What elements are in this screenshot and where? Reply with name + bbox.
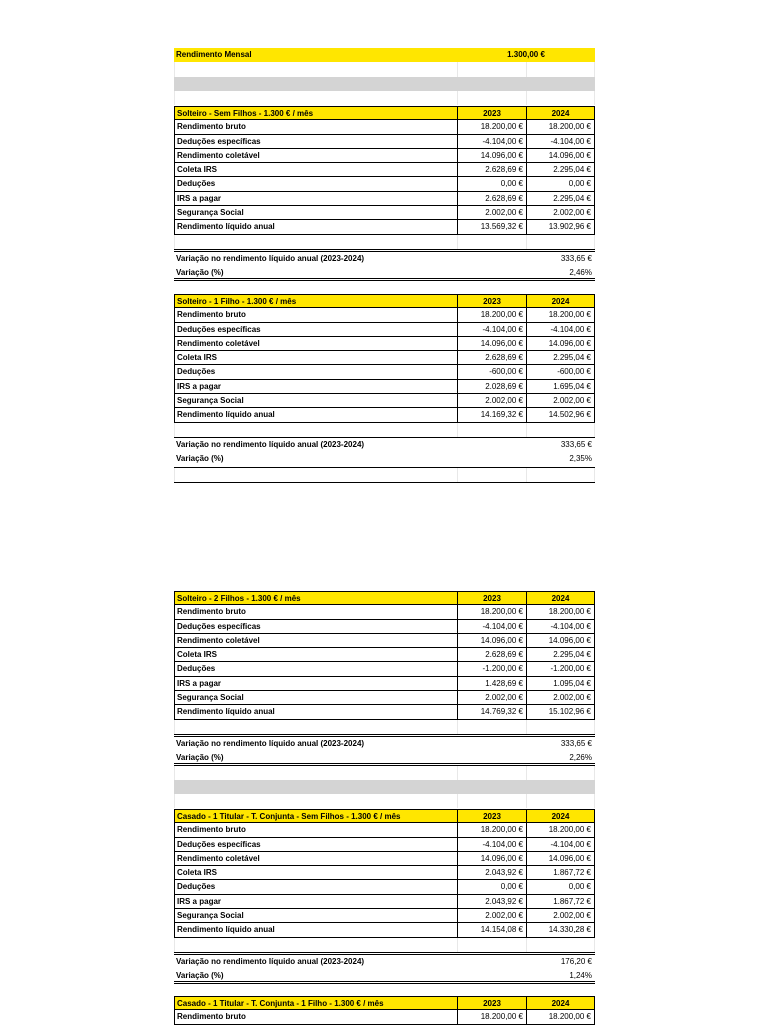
table-title: Casado - 1 Titular - T. Conjunta - Sem Filhos - 1.300 € / mês <box>174 809 457 823</box>
table-header <box>174 996 595 1010</box>
table-row <box>174 880 595 894</box>
table-row <box>174 408 595 422</box>
table-row <box>174 149 595 163</box>
value-2023: 2.628,69 € <box>457 648 526 662</box>
value-2023: 14.154,08 € <box>457 923 526 937</box>
table-row <box>174 866 595 880</box>
table-row <box>174 323 595 337</box>
variation-abs-label: Variação no rendimento líquido anual (2023-2024) <box>176 956 365 966</box>
table-row <box>174 163 595 177</box>
value-2023: 2.628,69 € <box>457 163 526 177</box>
value-2024: 1.695,04 € <box>526 380 595 394</box>
variation-abs-row <box>174 252 595 266</box>
row-label: Coleta IRS <box>174 866 457 880</box>
value-2023: 14.096,00 € <box>457 149 526 163</box>
year-2024-header: 2024 <box>526 106 595 120</box>
table-row <box>174 192 595 206</box>
variation-pct-row <box>174 751 595 765</box>
table-header <box>174 294 595 308</box>
value-2024: 2.002,00 € <box>526 206 595 220</box>
value-2023: 0,00 € <box>457 177 526 191</box>
value-2023: 18.200,00 € <box>457 1010 526 1024</box>
row-label: Segurança Social <box>174 394 457 408</box>
year-2023-header: 2023 <box>457 809 526 823</box>
variation-pct-label: Variação (%) <box>176 454 224 464</box>
value-2024: 2.002,00 € <box>526 394 595 408</box>
table-title: Casado - 1 Titular - T. Conjunta - 1 Filho - 1.300 € / mês <box>174 996 457 1010</box>
variation-abs-row <box>174 438 595 452</box>
row-label: Rendimento coletável <box>174 337 457 351</box>
row-label: Deduções <box>174 662 457 676</box>
table-header <box>174 591 595 605</box>
table-row <box>174 177 595 191</box>
variation-abs-row <box>174 737 595 751</box>
table-row <box>174 380 595 394</box>
value-2024: 2.295,04 € <box>526 648 595 662</box>
table-solteiro-sem-filhos <box>174 106 595 281</box>
table-row <box>174 351 595 365</box>
value-2024: -4.104,00 € <box>526 620 595 634</box>
value-2023: 14.096,00 € <box>457 634 526 648</box>
row-label: Rendimento bruto <box>174 120 457 134</box>
value-2023: 13.569,32 € <box>457 220 526 234</box>
table-row <box>174 677 595 691</box>
variation-abs-row <box>174 955 595 969</box>
row-label: Rendimento coletável <box>174 852 457 866</box>
value-2023: 18.200,00 € <box>457 308 526 322</box>
row-label: Rendimento líquido anual <box>174 408 457 422</box>
variation-pct-row <box>174 266 595 280</box>
value-2024: 18.200,00 € <box>526 605 595 619</box>
variation-abs-label: Variação no rendimento líquido anual (2023-2024) <box>176 738 365 748</box>
variation-pct-label: Variação (%) <box>176 268 224 278</box>
row-label: Deduções específicas <box>174 620 457 634</box>
table-row <box>174 648 595 662</box>
row-label: Rendimento líquido anual <box>174 220 457 234</box>
value-2023: 2.628,69 € <box>457 192 526 206</box>
row-label: IRS a pagar <box>174 192 457 206</box>
year-2023-header: 2023 <box>457 106 526 120</box>
value-2023: 18.200,00 € <box>457 605 526 619</box>
value-2023: 0,00 € <box>457 880 526 894</box>
row-label: IRS a pagar <box>174 677 457 691</box>
table-row <box>174 620 595 634</box>
value-2024: -4.104,00 € <box>526 838 595 852</box>
value-2024: 18.200,00 € <box>526 1010 595 1024</box>
value-2024: 18.200,00 € <box>526 308 595 322</box>
year-2024-header: 2024 <box>526 591 595 605</box>
table-row <box>174 120 595 134</box>
value-2023: 18.200,00 € <box>457 120 526 134</box>
table-row <box>174 605 595 619</box>
value-2024: 14.096,00 € <box>526 634 595 648</box>
value-2023: 18.200,00 € <box>457 823 526 837</box>
table-row <box>174 394 595 408</box>
row-label: Rendimento coletável <box>174 149 457 163</box>
value-2023: 2.028,69 € <box>457 380 526 394</box>
table-solteiro-1-filho <box>174 294 595 483</box>
value-2024: 2.002,00 € <box>526 691 595 705</box>
value-2023: -4.104,00 € <box>457 135 526 149</box>
table-row <box>174 909 595 923</box>
row-label: Deduções <box>174 177 457 191</box>
year-2024-header: 2024 <box>526 996 595 1010</box>
table-header <box>174 106 595 120</box>
value-2024: -4.104,00 € <box>526 323 595 337</box>
value-2024: -1.200,00 € <box>526 662 595 676</box>
variation-abs-value: 333,65 € <box>560 253 592 263</box>
row-label: Deduções <box>174 365 457 379</box>
value-2023: 2.043,92 € <box>457 866 526 880</box>
value-2024: 14.096,00 € <box>526 852 595 866</box>
table-casado-sem-filhos <box>174 809 595 984</box>
variation-abs-value: 176,20 € <box>560 956 592 966</box>
monthly-income-row <box>174 48 595 62</box>
table-row <box>174 923 595 937</box>
row-label: Rendimento bruto <box>174 605 457 619</box>
value-2024: 1.867,72 € <box>526 866 595 880</box>
row-label: Coleta IRS <box>174 648 457 662</box>
table-row <box>174 206 595 220</box>
value-2023: -4.104,00 € <box>457 620 526 634</box>
variation-pct-value: 2,46% <box>569 268 592 278</box>
value-2023: 2.002,00 € <box>457 691 526 705</box>
separator-bar <box>174 77 595 91</box>
table-header <box>174 809 595 823</box>
value-2023: 2.002,00 € <box>457 909 526 923</box>
row-label: Rendimento líquido anual <box>174 923 457 937</box>
monthly-income-label: Rendimento Mensal <box>176 50 252 59</box>
variation-pct-row <box>174 452 595 466</box>
value-2024: 14.502,96 € <box>526 408 595 422</box>
row-label: Segurança Social <box>174 909 457 923</box>
row-label: Deduções <box>174 880 457 894</box>
table-casado-1-filho <box>174 996 595 1025</box>
row-label: Deduções específicas <box>174 838 457 852</box>
table-solteiro-2-filhos <box>174 591 595 808</box>
value-2024: 2.295,04 € <box>526 163 595 177</box>
table-row <box>174 895 595 909</box>
year-2024-header: 2024 <box>526 294 595 308</box>
value-2024: 18.200,00 € <box>526 120 595 134</box>
value-2024: 2.295,04 € <box>526 351 595 365</box>
summary-block <box>174 48 595 105</box>
variation-pct-row <box>174 969 595 983</box>
table-row <box>174 852 595 866</box>
value-2023: -4.104,00 € <box>457 838 526 852</box>
value-2023: 14.096,00 € <box>457 337 526 351</box>
value-2024: 14.096,00 € <box>526 149 595 163</box>
row-label: Rendimento bruto <box>174 823 457 837</box>
value-2023: 2.628,69 € <box>457 351 526 365</box>
variation-abs-label: Variação no rendimento líquido anual (2023-2024) <box>176 439 365 449</box>
value-2024: 18.200,00 € <box>526 823 595 837</box>
value-2023: 14.096,00 € <box>457 852 526 866</box>
row-label: Deduções específicas <box>174 135 457 149</box>
row-label: Rendimento coletável <box>174 634 457 648</box>
value-2023: 2.043,92 € <box>457 895 526 909</box>
row-label: Segurança Social <box>174 206 457 220</box>
table-row <box>174 365 595 379</box>
table-row <box>174 1010 595 1024</box>
table-title: Solteiro - Sem Filhos - 1.300 € / mês <box>174 106 457 120</box>
value-2023: -4.104,00 € <box>457 323 526 337</box>
value-2024: 14.330,28 € <box>526 923 595 937</box>
table-row <box>174 220 595 234</box>
table-row <box>174 308 595 322</box>
year-2023-header: 2023 <box>457 996 526 1010</box>
value-2024: 15.102,96 € <box>526 705 595 719</box>
value-2024: -600,00 € <box>526 365 595 379</box>
monthly-income-value: 1.300,00 € <box>507 50 545 59</box>
value-2023: 14.169,32 € <box>457 408 526 422</box>
table-row <box>174 662 595 676</box>
value-2023: 2.002,00 € <box>457 206 526 220</box>
row-label: Coleta IRS <box>174 163 457 177</box>
table-row <box>174 823 595 837</box>
row-label: Coleta IRS <box>174 351 457 365</box>
value-2024: -4.104,00 € <box>526 135 595 149</box>
value-2023: -600,00 € <box>457 365 526 379</box>
variation-pct-label: Variação (%) <box>176 971 224 981</box>
value-2024: 1.095,04 € <box>526 677 595 691</box>
variation-pct-value: 1,24% <box>569 971 592 981</box>
row-label: Deduções específicas <box>174 323 457 337</box>
year-2023-header: 2023 <box>457 591 526 605</box>
value-2024: 13.902,96 € <box>526 220 595 234</box>
separator-bar <box>174 780 595 794</box>
variation-pct-label: Variação (%) <box>176 753 224 763</box>
row-label: IRS a pagar <box>174 380 457 394</box>
row-label: Rendimento bruto <box>174 1010 457 1024</box>
value-2023: 1.428,69 € <box>457 677 526 691</box>
row-label: Rendimento líquido anual <box>174 705 457 719</box>
table-row <box>174 838 595 852</box>
table-title: Solteiro - 2 Filhos - 1.300 € / mês <box>174 591 457 605</box>
variation-abs-value: 333,65 € <box>560 439 592 449</box>
value-2023: -1.200,00 € <box>457 662 526 676</box>
table-row <box>174 705 595 719</box>
value-2024: 2.002,00 € <box>526 909 595 923</box>
table-row <box>174 337 595 351</box>
table-row <box>174 634 595 648</box>
year-2023-header: 2023 <box>457 294 526 308</box>
value-2024: 0,00 € <box>526 880 595 894</box>
variation-abs-value: 333,65 € <box>560 738 592 748</box>
table-row <box>174 691 595 705</box>
value-2024: 1.867,72 € <box>526 895 595 909</box>
value-2024: 2.295,04 € <box>526 192 595 206</box>
table-title: Solteiro - 1 Filho - 1.300 € / mês <box>174 294 457 308</box>
value-2024: 0,00 € <box>526 177 595 191</box>
value-2023: 14.769,32 € <box>457 705 526 719</box>
row-label: IRS a pagar <box>174 895 457 909</box>
table-row <box>174 135 595 149</box>
variation-pct-value: 2,26% <box>569 753 592 763</box>
year-2024-header: 2024 <box>526 809 595 823</box>
row-label: Segurança Social <box>174 691 457 705</box>
value-2024: 14.096,00 € <box>526 337 595 351</box>
variation-abs-label: Variação no rendimento líquido anual (2023-2024) <box>176 253 365 263</box>
value-2023: 2.002,00 € <box>457 394 526 408</box>
row-label: Rendimento bruto <box>174 308 457 322</box>
variation-pct-value: 2,35% <box>569 454 592 464</box>
